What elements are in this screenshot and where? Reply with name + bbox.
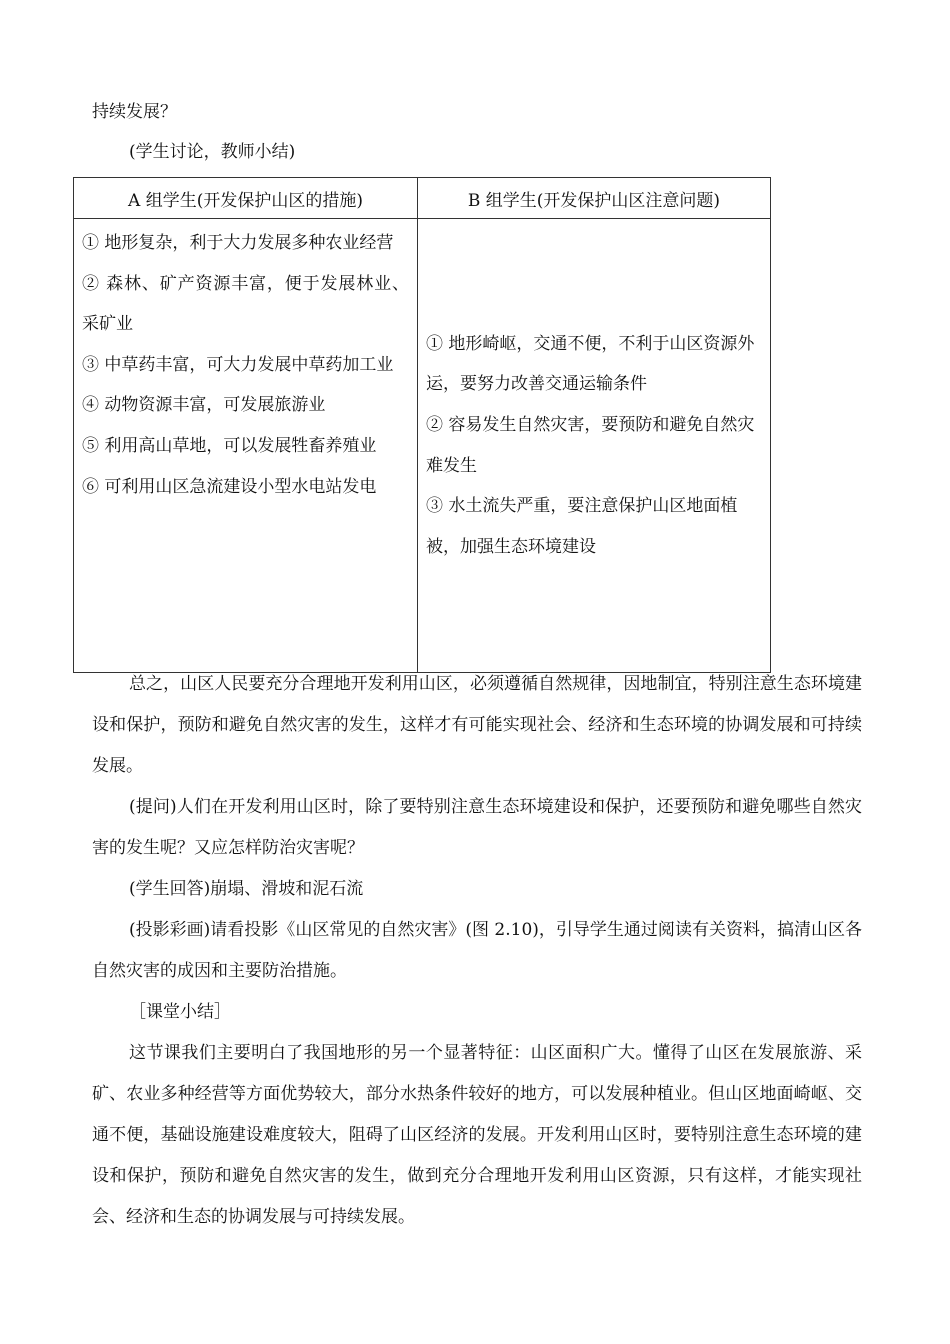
paragraph-question: (提问)人们在开发利用山区时，除了要特别注意生态环境建设和保护，还要预防和避免哪些自然灾害的发生呢？又应怎样防治灾害呢？ <box>92 797 862 858</box>
table-cell-group-a <box>74 219 418 673</box>
list-item: ④ 动物资源丰富，可发展旅游业 <box>82 395 326 416</box>
text-line-discussion: (学生讨论，教师小结) <box>129 142 296 162</box>
list-item: ② 森林、矿产资源丰富，便于发展林业、采矿业 <box>82 273 409 335</box>
list-item: ③ 水土流失严重，要注意保护山区地面植被，加强生态环境建设 <box>426 496 738 557</box>
table-header-group-b: B 组学生(开发保护山区注意问题) <box>418 178 771 219</box>
list-item: ② 容易发生自然灾害，要预防和避免自然灾难发生 <box>426 414 755 476</box>
list-item: ⑥ 可利用山区急流建设小型水电站发电 <box>82 476 377 497</box>
table-header-group-a: A 组学生(开发保护山区的措施) <box>74 178 418 219</box>
paragraph-answer: (学生回答)崩塌、滑坡和泥石流 <box>129 879 364 899</box>
list-item: ① 地形崎岖，交通不便，不利于山区资源外运，要努力改善交通运输条件 <box>426 333 755 395</box>
list-item: ③ 中草药丰富，可大力发展中草药加工业 <box>82 354 394 375</box>
text-line-continued: 持续发展？ <box>92 102 177 122</box>
section-heading-class-summary: ［课堂小结］ <box>129 1002 231 1022</box>
list-item: ① 地形复杂，利于大力发展多种农业经营 <box>82 233 394 253</box>
list-item: ⑤ 利用高山草地，可以发展牲畜养殖业 <box>82 435 377 456</box>
paragraph-projection: (投影彩画)请看投影《山区常见的自然灾害》(图 2.10)，引导学生通过阅读有关资料，搞清山区各自然灾害的成因和主要防治措施。 <box>92 920 862 981</box>
paragraph-summary: 总之，山区人民要充分合理地开发利用山区，必须遵循自然规律，因地制宜，特别注意生态环境建设和保护，预防和避免自然灾害的发生，这样才有可能实现社会、经济和生态环境的协调发展和可持续发展。 <box>92 674 862 776</box>
table-cell-group-b <box>418 219 771 673</box>
comparison-table <box>73 177 771 673</box>
paragraph-class-summary: 这节课我们主要明白了我国地形的另一个显著特征：山区面积广大。懂得了山区在发展旅游、采矿、农业多种经营等方面优势较大，部分水热条件较好的地方，可以发展种植业。但山区地面崎岖、交通不便，基础设施建设难度较大，阻碍了山区经济的发展。开发利用山区时，要特别注意生态环境的建设和保护，预防和避免自然灾害的发生，做到充分合理地开发利用山区资源，只有这样，才能实现社会、经济和生态的协调发展与可持续发展。 <box>92 1043 862 1227</box>
